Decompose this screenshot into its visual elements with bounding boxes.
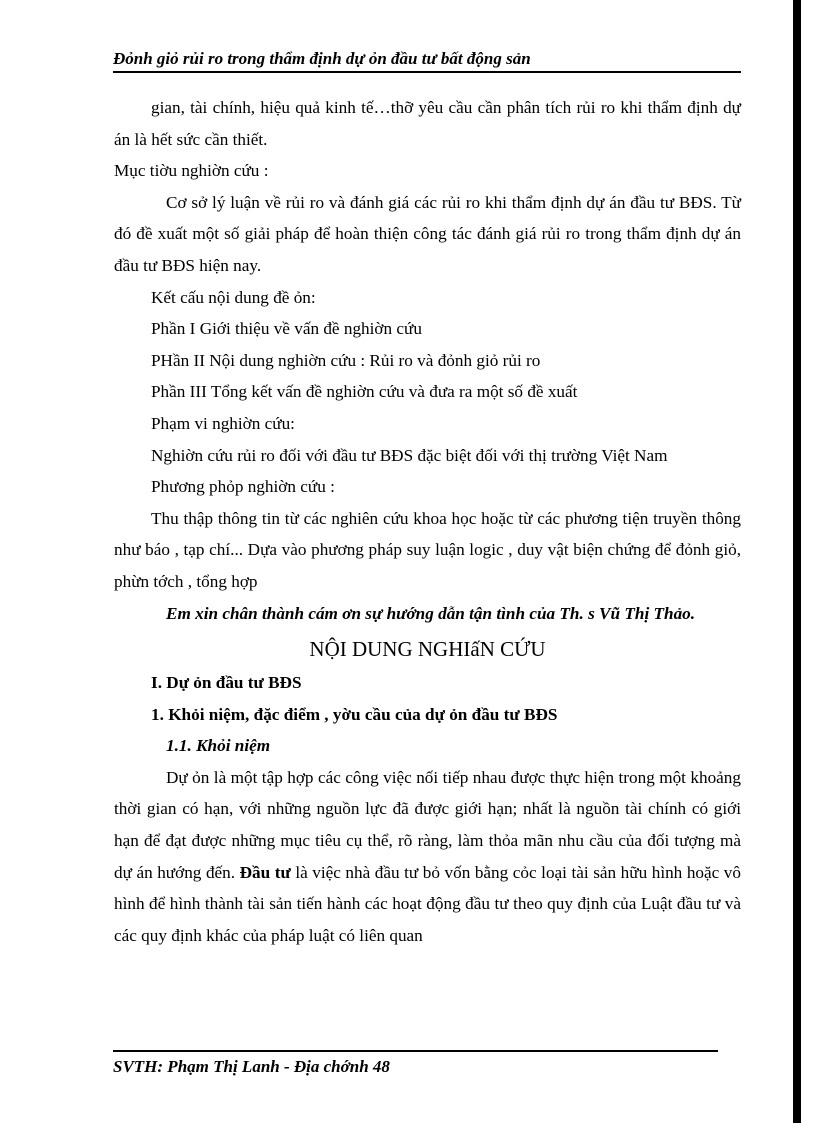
definition-text-2: là việc nhà đầu tư bỏ vốn bằng cỏc loại tài sản hữu hình hoặc vô hình để hình thành tài sản tiến hành các hoạt động đầu tư theo quy định của Luật đầu tư và các quy định khác của pháp luật có liên quan bbox=[114, 862, 741, 945]
continuation-paragraph: gian, tài chính, hiệu quả kinh tế…thỡ yêu cầu cần phân tích rủi ro khi thẩm định dự án là hết sức cần thiết. bbox=[114, 98, 741, 149]
structure-label: Kết cấu nội dung đề ỏn: bbox=[151, 287, 316, 307]
page-shadow bbox=[793, 0, 801, 1123]
part-3: Phần III Tổng kết vấn đề nghiờn cứu và đưa ra một số đề xuất bbox=[151, 382, 578, 402]
scope-text: Nghiờn cứu rủi ro đối với đầu tư BĐS đặc biệt đối với thị trường Việt Nam bbox=[151, 445, 668, 465]
heading-level-1: I. Dự ỏn đầu tư BĐS bbox=[151, 673, 302, 693]
objective-paragraph: Cơ sở lý luận về rủi ro và đánh giá các rủi ro khi thẩm định dự án đầu tư BĐS. Từ đó đề xuất một số giải pháp để hoàn thiện công tác đánh giá rủi ro trong thẩm định dự án đầu tư BĐS hiện nay. bbox=[114, 192, 741, 275]
objective-label: Mục tiờu nghiờn cứu : bbox=[114, 161, 269, 181]
heading-level-2: 1. Khỏi niệm, đặc điểm , yờu cầu của dự ỏn đầu tư BĐS bbox=[151, 704, 558, 724]
method-paragraph: Thu thập thông tin từ các nghiên cứu khoa học hoặc từ các phương tiện truyền thông như báo , tạp chí... Dựa vào phương pháp suy luận logic , duy vật biện chứng để đỏnh giỏ, phừn tớch , tổng hợp bbox=[114, 508, 741, 591]
definition-text-1: Dự ỏn là một tập hợp các công việc nối tiếp nhau được thực hiện trong một khoảng thời gian có hạn, với những nguồn lực đã được giới hạn; nhất là nguồn tài chính có giới hạn để đạt được những mục tiêu cụ thể, rõ ràng, làm thỏa mãn nhu cầu của đối tượng mà dự án hướng đến. bbox=[114, 767, 741, 882]
running-footer: SVTH: Phạm Thị Lanh - Địa chớnh 48 bbox=[113, 1057, 390, 1076]
part-1: Phần I Giới thiệu về vấn đề nghiờn cứu bbox=[151, 319, 422, 339]
page-body bbox=[114, 92, 741, 951]
scope-label: Phạm vi nghiờn cứu: bbox=[151, 413, 295, 433]
method-label: Phương phỏp nghiờn cứu : bbox=[151, 477, 335, 497]
heading-level-3: 1.1. Khỏi niệm bbox=[166, 736, 271, 756]
footer-rule bbox=[113, 1050, 718, 1052]
header-rule bbox=[113, 71, 741, 73]
section-title: NỘI DUNG NGHIấN CỨU bbox=[309, 637, 546, 662]
definition-paragraph bbox=[114, 762, 741, 952]
part-2: PHần II Nội dung nghiờn cứu : Rủi ro và đỏnh giỏ rủi ro bbox=[151, 350, 541, 370]
running-header: Đỏnh giỏ rủi ro trong thẩm định dự ỏn đầu tư bất động sản bbox=[113, 49, 531, 68]
thanks-note: Em xin chân thành cám ơn sự hướng dẫn tận tình của Th. s Vũ Thị Thảo. bbox=[166, 603, 696, 623]
definition-bold-term: Đầu tư bbox=[239, 862, 291, 882]
